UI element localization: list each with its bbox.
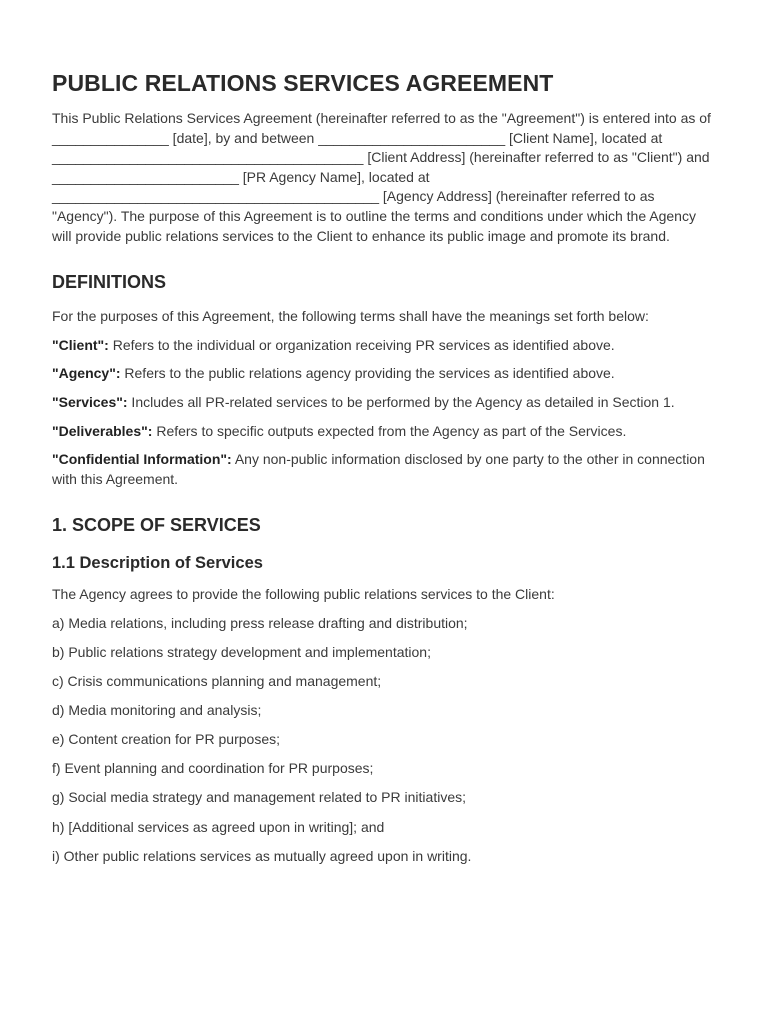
scope-heading: 1. SCOPE OF SERVICES [52,515,261,536]
list-item: i) Other public relations services as mutually agreed upon in writing. [52,847,472,864]
definition-term: "Agency": [52,365,121,382]
list-item: d) Media monitoring and analysis; [52,702,262,719]
services-list [52,614,718,866]
scope-subheading: 1.1 Description of Services [52,554,263,573]
scope-lead: The Agency agrees to provide the following public relations services to the Client: [52,586,555,603]
definition-item [52,422,718,442]
intro-paragraph: This Public Relations Services Agreement (hereinafter referred to as the "Agreement") is entered into as of _______________ [date], by and between ________________________ [Client Name], located at ________________________________________ [Client Address] (hereinafter referred to as "Client") and ________________________ [PR Agency Name], located at __________________________________________ [Agency Address] (hereinafter referred to as "Agency"). The purpose of this Agreement is to outline the terms and conditions under which the Agency will provide public relations services to the Client to enhance its public image and promote its brand. [52,110,711,244]
definitions-lead: For the purposes of this Agreement, the following terms shall have the meanings set forth below: [52,308,649,325]
list-item: b) Public relations strategy development and implementation; [52,644,431,660]
definition-text: Refers to specific outputs expected from the Agency as part of the Services. [152,422,627,439]
list-item: c) Crisis communications planning and management; [52,673,382,690]
definition-item [52,336,718,356]
definition-term: "Deliverables": [52,422,153,439]
list-item: a) Media relations, including press release drafting and distribution; [52,614,468,631]
definition-term: "Services": [52,393,128,410]
definition-term: "Client": [52,336,109,353]
document-title: PUBLIC RELATIONS SERVICES AGREEMENT [52,70,554,96]
definition-item [52,364,718,384]
definition-text: Includes all PR-related services to be performed by the Agency as detailed in Section 1. [127,393,675,410]
list-item: g) Social media strategy and management related to PR initiatives; [52,789,466,806]
definition-text: Any non-public information disclosed by one party to the other in connection with this Agreement. [52,451,705,487]
definition-term: "Confidential Information": [52,451,232,468]
list-item: e) Content creation for PR purposes; [52,731,281,748]
list-item: h) [Additional services as agreed upon in writing]; and [52,818,385,835]
definitions-heading: DEFINITIONS [52,272,167,293]
definition-item [52,450,718,489]
definition-item [52,393,718,413]
definition-text: Refers to the individual or organization receiving PR services as identified above. [108,336,615,353]
definition-text: Refers to the public relations agency providing the services as identified above. [120,365,615,382]
list-item: f) Event planning and coordination for PR purposes; [52,760,374,777]
